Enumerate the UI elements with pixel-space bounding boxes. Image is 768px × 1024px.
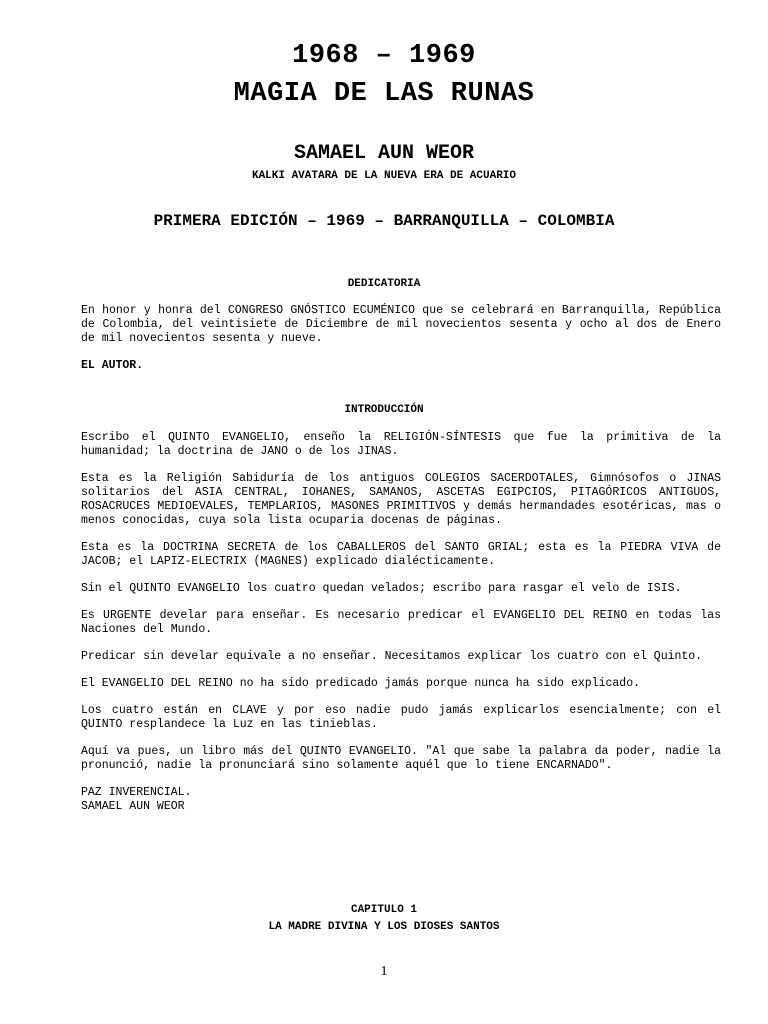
author-name: SAMAEL AUN WEOR <box>293 142 475 165</box>
introduction-heading: INTRODUCCIÓN <box>344 404 424 416</box>
intro-paragraph: Predicar sin develar equivale a no enseñar. Necesitamos explicar los cuatro con el Quinto. <box>81 650 703 663</box>
intro-paragraph: Sin el QUINTO EVANGELIO los cuatro quedan velados; escribo para rasgar el velo de ISIS. <box>81 582 682 595</box>
book-title: MAGIA DE LAS RUNAS <box>233 79 535 109</box>
dedication-section <box>81 304 721 373</box>
intro-paragraph: Aquí va pues, un libro más del QUINTO EVANGELIO. "Al que sabe la palabra da poder, nadie la pronunció, nadie la pronunciará sino solamente aquél que lo tiene ENCARNADO". <box>81 745 721 772</box>
introduction-section <box>81 431 721 814</box>
page-number: 1 <box>380 964 388 979</box>
intro-paragraph: Es URGENTE develar para enseñar. Es necesario predicar el EVANGELIO DEL REINO en todas las Naciones del Mundo. <box>81 609 721 636</box>
dedication-signature: EL AUTOR. <box>81 359 144 372</box>
intro-paragraph: El EVANGELIO DEL REINO no ha sido predicado jamás porque nunca ha sido explicado. <box>81 677 640 690</box>
intro-paragraph: Escribo el QUINTO EVANGELIO, enseño la RELIGIÓN-SÍNTESIS que fue la primitiva de la humanidad; la doctrina de JANO o de los JINAS. <box>81 431 721 458</box>
closing-author: SAMAEL AUN WEOR <box>81 800 185 813</box>
dedication-text: En honor y honra del CONGRESO GNÓSTICO ECUMÉNICO que se celebrará en Barranquilla, República de Colombia, del veintisiete de Diciembre de mil novecientos sesenta y ocho al dos de Enero de mil novecientos sesenta y nueve. <box>81 304 721 345</box>
chapter-title: LA MADRE DIVINA Y LOS DIOSES SANTOS <box>268 921 500 933</box>
chapter-number: CAPITULO 1 <box>350 904 417 916</box>
years-heading: 1968 – 1969 <box>292 41 476 71</box>
intro-closing <box>81 786 721 814</box>
author-subtitle: KALKI AVATARA DE LA NUEVA ERA DE ACUARIO <box>251 170 517 182</box>
closing-salutation: PAZ INVERENCIAL. <box>81 786 192 799</box>
intro-paragraph: Esta es la DOCTRINA SECRETA de los CABALLEROS del SANTO GRIAL; esta es la PIEDRA VIVA de JACOB; el LAPIZ-ELECTRIX (MAGNES) explicado dialécticamente. <box>81 541 721 568</box>
edition-line: PRIMERA EDICIÓN – 1969 – BARRANQUILLA – COLOMBIA <box>153 212 615 230</box>
intro-paragraph: Los cuatro están en CLAVE y por eso nadie pudo jamás explicarlos esencialmente; con el QUINTO resplandece la Luz en las tinieblas. <box>81 704 721 731</box>
dedication-heading: DEDICATORIA <box>347 278 421 290</box>
intro-paragraph: Esta es la Religión Sabiduría de los antiguos COLEGIOS SACERDOTALES, Gimnósofos o JINAS solitarios del ASIA CENTRAL, IOHANES, SAMANOS, ASCETAS EGIPCIOS, PITAGÓRICOS ANTIGUOS, ROSACRUCES MEDIOEVALES, TEMPLARIOS, MASONES PRIMITIVOS y demás hermandades esotéricas, mas o menos conocidas, cuya sola lista ocuparia docenas de páginas. <box>81 472 721 527</box>
